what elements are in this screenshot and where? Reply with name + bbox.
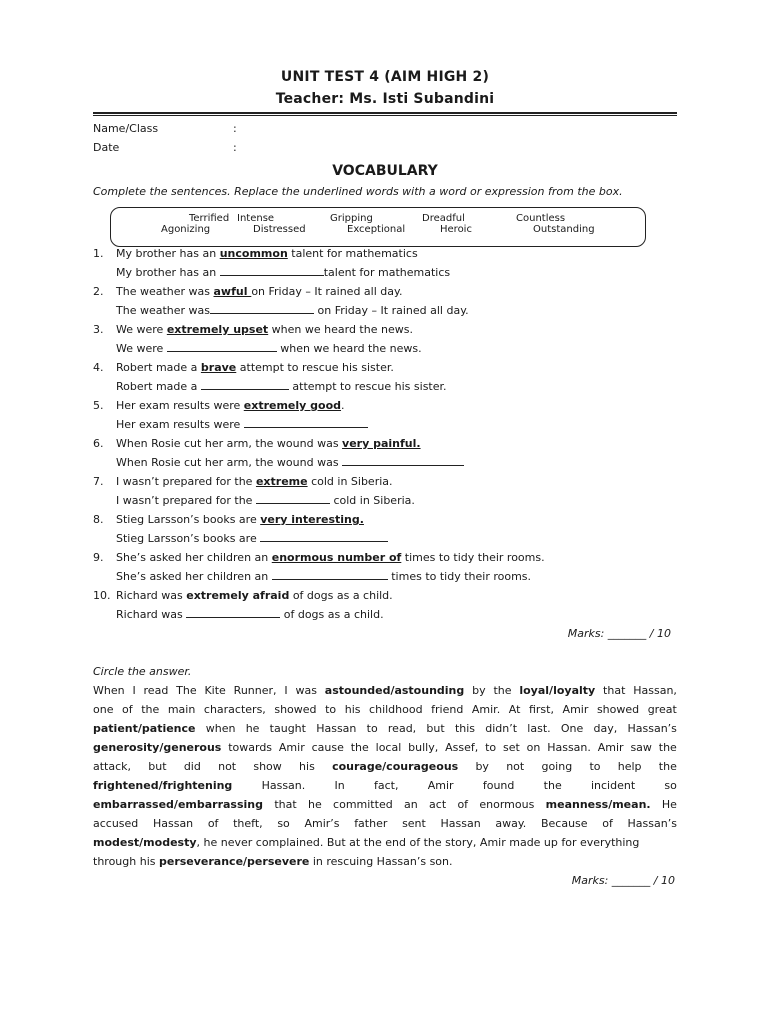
header-divider-thin [93,115,677,116]
question-row [93,586,677,605]
question-number: 6. [93,437,104,450]
answer-row [93,605,677,624]
question-text: . [341,399,345,412]
question-text: cold in Siberia. [307,475,393,488]
answer-blank[interactable] [167,339,277,352]
question-row [93,282,677,301]
passage-line: frightened/frightening Hassan. In fact, Amir found the incident so [93,779,677,792]
underlined-word: very interesting. [260,513,364,526]
name-class-label: Name/Class [93,122,159,135]
question-number: 9. [93,551,104,564]
answer-text: The weather was [116,304,210,317]
circle-marks: Marks: _______ / 10 [571,874,675,887]
word-box-word: Exceptional [347,224,406,235]
answer-text: Her exam results were [116,418,244,431]
answer-blank[interactable] [220,263,324,276]
answer-text: We were [116,342,167,355]
answer-text: My brother has an [116,266,220,279]
answer-blank[interactable] [186,605,280,618]
question-text: attempt to rescue his sister. [236,361,394,374]
underlined-word: extremely upset [166,323,269,336]
answer-blank[interactable] [256,491,330,504]
date-label: Date [93,141,120,154]
bold-word: extremely afraid [186,589,290,602]
word-box [110,207,646,247]
answer-blank[interactable] [210,301,314,314]
answer-blank[interactable] [201,377,289,390]
word-box-word: Intense [237,213,275,224]
answer-row [93,453,677,472]
question-number: 3. [93,323,104,336]
test-title: UNIT TEST 4 (AIM HIGH 2) [280,69,490,85]
answer-blank[interactable] [272,567,388,580]
passage-line: generosity/generous towards Amir cause the local bully, Assef, to set on Hassan. Amir saw the [93,741,677,754]
answer-blank[interactable] [244,415,368,428]
vocabulary-heading: VOCABULARY [332,163,438,179]
passage-line: embarrassed/embarrassing that he committed an act of enormous meanness/mean. He [93,798,677,811]
answer-text: when we heard the news. [276,342,422,355]
question-number: 7. [93,475,104,488]
word-box-word: Terrified [189,213,230,224]
question-text: Robert made a [116,361,201,374]
header-divider-thick [93,112,677,114]
worksheet-page [93,66,677,887]
answer-text: I wasn’t prepared for the [116,494,256,507]
passage-line: through his perseverance/persevere in rescuing Hassan’s son. [93,855,453,868]
word-box-word: Countless [516,213,566,224]
question-text: My brother has an [116,247,220,260]
underlined-word: uncommon [219,247,288,260]
question-text: I wasn’t prepared for the [116,475,256,488]
vocabulary-instruction: Complete the sentences. Replace the underlined words with a word or expression from the box. [93,185,623,198]
vocabulary-marks: Marks: _______ / 10 [567,627,671,640]
name-class-colon: : [233,122,237,135]
answer-text: on Friday – It rained all day. [314,304,469,317]
question-row [93,320,677,339]
passage-line: patient/patience when he taught Hassan to read, but this didn’t last. One day, Hassan’s [93,722,677,735]
answer-row [93,529,677,548]
question-text: Her exam results were [116,399,244,412]
vocabulary-questions [93,244,677,643]
answer-text: talent for mathematics [323,266,451,279]
question-row [93,472,677,491]
answer-text: Stieg Larsson’s books are [116,532,261,545]
name-class-row [93,119,677,138]
answer-text: times to tidy their rooms. [387,570,532,583]
passage-line: accused Hassan of theft, so Amir’s father sent Hassan away. Because of Hassan’s [93,817,677,830]
answer-text: When Rosie cut her arm, the wound was [116,456,343,469]
word-box-word: Outstanding [533,224,595,235]
answer-row [93,263,677,282]
question-row [93,434,677,453]
answer-row [93,491,677,510]
question-text: She’s asked her children an [116,551,272,564]
word-box-word: Heroic [440,224,472,235]
passage-line: When I read The Kite Runner, I was astounded/astounding by the loyal/loyalty that Hassan, [93,684,677,697]
question-row [93,510,677,529]
question-row [93,548,677,567]
question-text: talent for mathematics [287,247,418,260]
answer-text: cold in Siberia. [329,494,415,507]
question-row [93,358,677,377]
underlined-word: extreme [255,475,308,488]
answer-row [93,377,677,396]
underlined-word: enormous number of [271,551,402,564]
answer-blank[interactable] [342,453,464,466]
answer-row [93,567,677,586]
question-number: 4. [93,361,104,374]
answer-text: Richard was [116,608,187,621]
vocabulary-marks-row [93,624,677,643]
answer-row [93,339,677,358]
question-text: when we heard the news. [268,323,413,336]
answer-blank[interactable] [260,529,388,542]
word-box-word: Dreadful [422,213,465,224]
question-text: Stieg Larsson’s books are [116,513,261,526]
circle-marks-row [93,871,677,890]
question-row [93,396,677,415]
underlined-word: brave [200,361,237,374]
passage-line: modest/modesty, he never complained. But at the end of the story, Amir made up for everything [93,836,640,849]
passage-line: attack, but did not show his courage/courageous by not going to help the [93,760,677,773]
question-text: of dogs as a child. [289,589,393,602]
question-row [93,244,677,263]
question-number: 2. [93,285,104,298]
answer-text: attempt to rescue his sister. [288,380,447,393]
question-text: The weather was [116,285,214,298]
underlined-word: very painful. [342,437,421,450]
question-number: 1. [93,247,104,260]
date-colon: : [233,141,237,154]
question-text: When Rosie cut her arm, the wound was [116,437,343,450]
circle-instruction: Circle the answer. [93,665,192,678]
question-text: on Friday – It rained all day. [251,285,403,298]
question-number: 5. [93,399,104,412]
answer-text: Robert made a [116,380,201,393]
answer-row [93,415,677,434]
answer-text: She’s asked her children an [116,570,272,583]
question-text: times to tidy their rooms. [401,551,545,564]
word-box-word: Agonizing [161,224,211,235]
question-text: We were [116,323,167,336]
circle-passage [93,662,677,890]
date-row [93,138,677,157]
word-box-word: Gripping [330,213,373,224]
word-box-word: Distressed [253,224,306,235]
question-number: 8. [93,513,104,526]
question-text: Richard was [116,589,187,602]
underlined-word: extremely good [243,399,342,412]
teacher-name: Teacher: Ms. Isti Subandini [275,91,495,107]
passage-line: one of the main characters, showed to his childhood friend Amir. At first, Amir showed great [93,703,677,716]
question-number: 10. [93,589,111,602]
underlined-word: awful [213,285,252,298]
answer-text: of dogs as a child. [280,608,384,621]
answer-row [93,301,677,320]
